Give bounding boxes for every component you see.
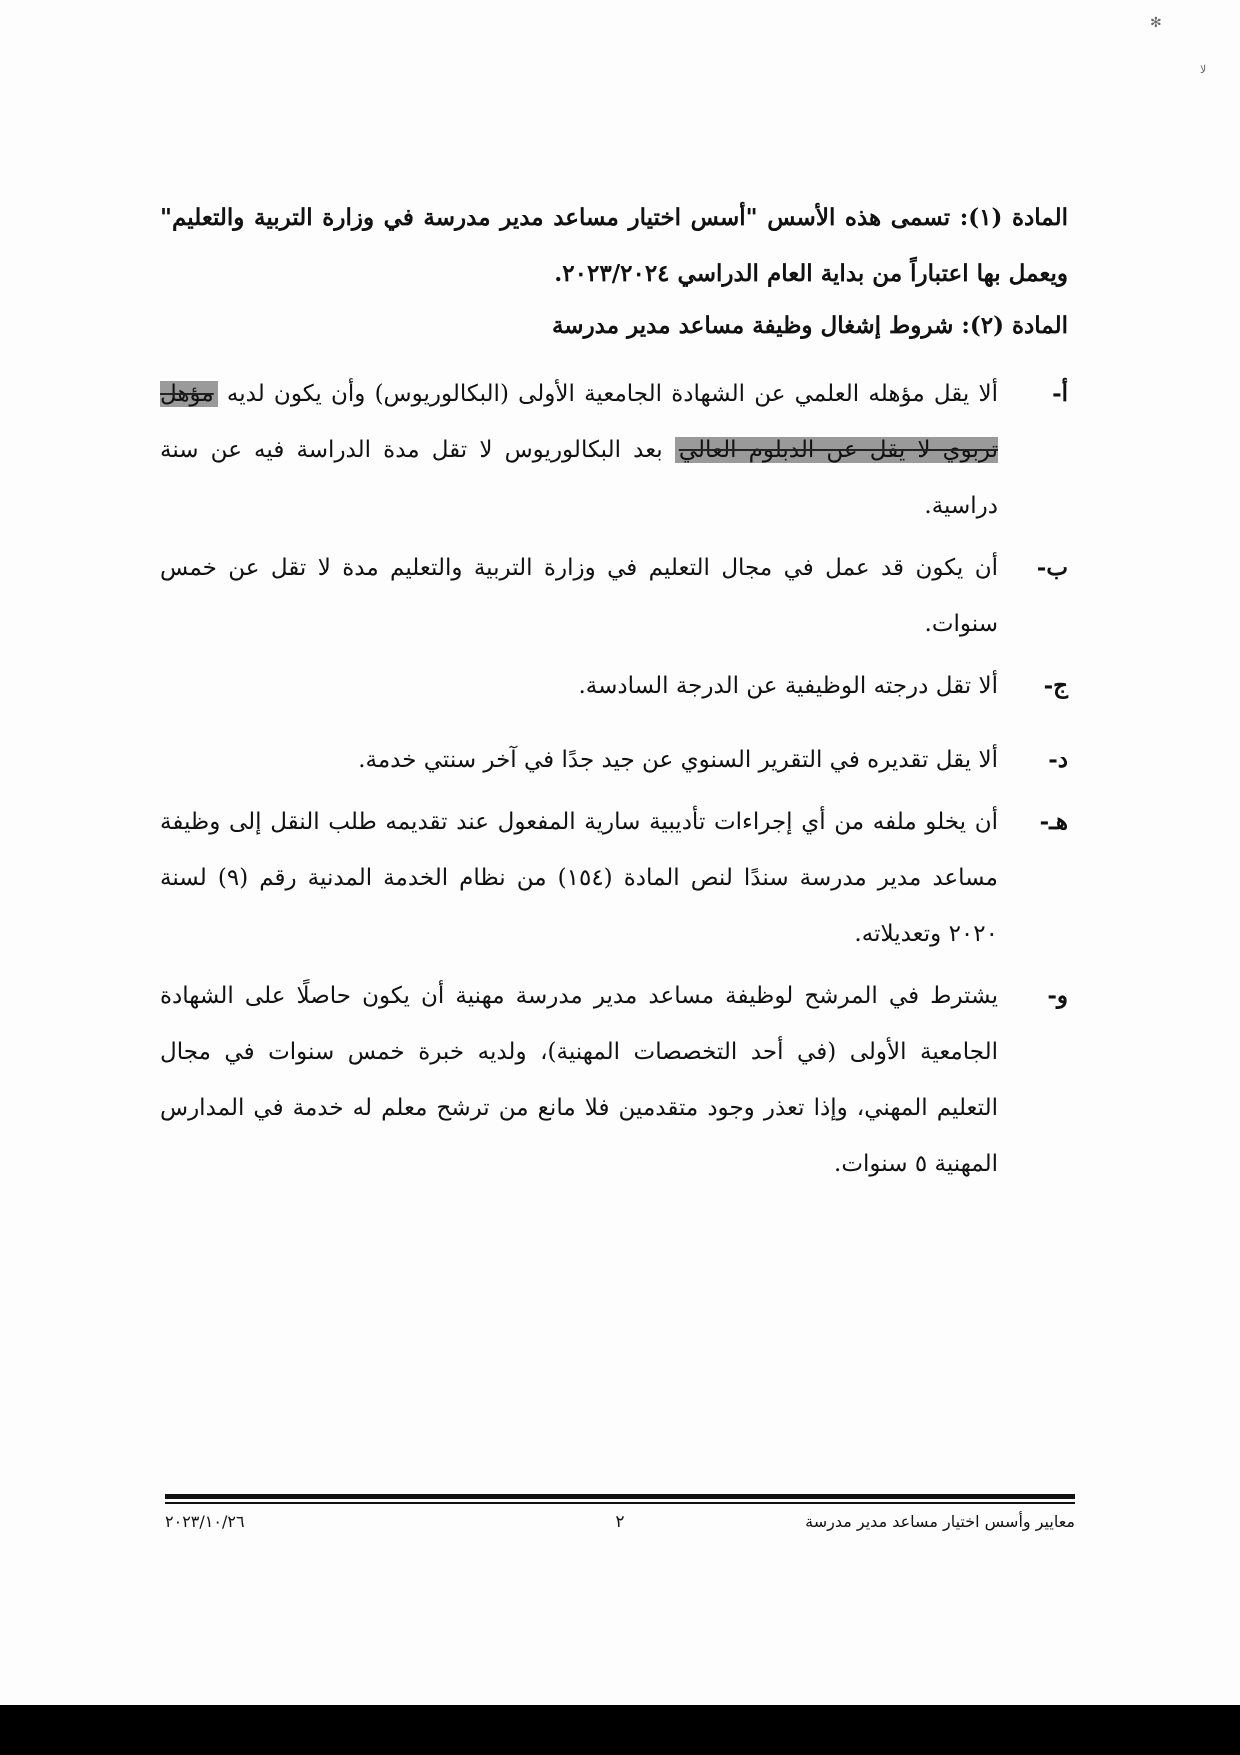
footer-title: معايير وأسس اختيار مساعد مدير مدرسة (805, 1512, 1075, 1531)
list-item (160, 540, 1068, 652)
article-2-heading: المادة (٢): شروط إشغال وظيفة مساعد مدير مدرسة (551, 312, 1068, 339)
item-marker: ب- (1036, 554, 1068, 581)
item-text: ألا تقل درجته الوظيفية عن الدرجة السادسة. (578, 673, 998, 699)
scan-artifact-mark: ✻ (1150, 15, 1162, 31)
footer-date: ٢٠٢٣/١٠/٢٦ (165, 1512, 245, 1531)
item-text-part: بعد البكالوريوس لا تقل مدة الدراسة فيه عن سنة دراسية. (160, 437, 998, 519)
page-footer (165, 1512, 1075, 1542)
item-text: أن يخلو ملفه من أي إجراءات تأديبية سارية المفعول عند تقديمه طلب النقل إلى وظيفة مساعد مدير مدرسة سندًا لنص المادة (١٥٤) من نظام الخدمة المدنية رقم (٩) لسنة ٢٠٢٠ وتعديلاته. (160, 809, 998, 947)
list-item (160, 732, 1068, 788)
item-text: أن يكون قد عمل في مجال التعليم في وزارة التربية والتعليم مدة لا تقل عن خمس سنوات. (160, 555, 998, 637)
list-item (160, 658, 1068, 714)
list-item (160, 968, 1068, 1192)
item-text: يشترط في المرشح لوظيفة مساعد مدير مدرسة مهنية أن يكون حاصلًا على الشهادة الجامعية الأولى (في أحد التخصصات المهنية)، ولديه خبرة خمس سنوات في مجال التعليم المهني، وإذا تعذر وجود متقدمين فلا مانع من ترشح معلم له خدمة في المدارس المهنية ٥ سنوات. (160, 983, 998, 1177)
conditions-list (160, 366, 1068, 1192)
scan-artifact-mark: ﻻ (1200, 63, 1207, 76)
list-item (160, 794, 1068, 962)
item-marker: د- (1048, 746, 1068, 773)
item-text: ألا يقل تقديره في التقرير السنوي عن جيد جدًا في آخر سنتي خدمة. (358, 747, 998, 773)
item-marker: و- (1047, 982, 1068, 1009)
scan-bottom-band (0, 1705, 1240, 1755)
highlighted-struck-text: مؤهل تربوي لا يقل عن الدبلوم العالي (160, 381, 998, 463)
page-number: ٢ (615, 1512, 625, 1532)
item-marker: أ- (1052, 380, 1068, 407)
article-1-text: المادة (١): تسمى هذه الأسس "أسس اختيار مساعد مدير مدرسة في وزارة التربية والتعليم" ويعمل بها اعتباراً من بداية العام الدراسي ٢٠٢٣/٢٠٢٤. (160, 204, 1068, 287)
list-item (160, 366, 1068, 534)
footer-divider (165, 1494, 1075, 1499)
item-text (160, 366, 998, 534)
footer-divider (165, 1502, 1075, 1504)
item-marker: ج- (1043, 672, 1068, 699)
document-body (160, 190, 1068, 1198)
item-text-part: ألا يقل مؤهله العلمي عن الشهادة الجامعية الأولى (البكالوريوس) وأن يكون لديه (217, 381, 998, 407)
item-marker: هـ- (1039, 808, 1068, 835)
